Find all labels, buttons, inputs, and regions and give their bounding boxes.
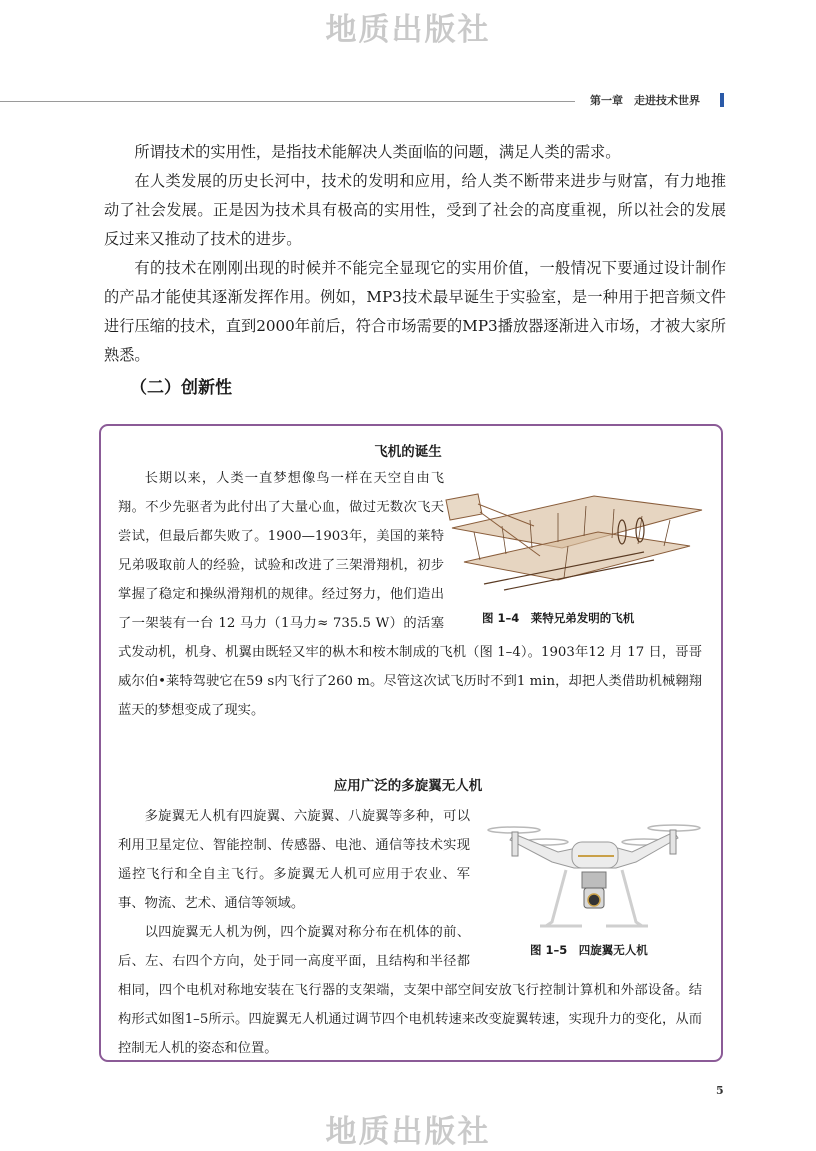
quadcopter-drone-image (486, 812, 702, 938)
chapter-marker (720, 93, 724, 107)
page-number: 5 (716, 1084, 724, 1097)
wright-flyer-image (444, 474, 706, 602)
paragraph: 多旋翼无人机有四旋翼、六旋翼、八旋翼等多种，可以利用卫星定位、智能控制、传感器、电池、通信等技术实现遥控飞行和全自主飞行。多旋翼无人机可应用于农业、军事、物流、艺术、通信等领域。 (118, 809, 470, 911)
drone-caption: 图 1–5 四旋翼无人机 (530, 943, 648, 957)
publisher-watermark: 地质出版社 (325, 12, 491, 48)
paragraph: 长期以来，人类一直梦想像鸟一样在天空自由飞翔。不少先驱者为此付出了大量心血，做过无数次飞天尝试，但最后都失败了。1900—1903年，美国的莱特兄弟吸取前人的经验，试验和改进了三架滑翔机，初步掌握了稳定和操纵滑翔机的规律。经过努力，他们造出了一架装有一台 12 马力（1马力≈ 735.5 W）的活塞式发动机，机身、机翼由既轻又牢的枞木和桉木制成的飞机（图 1–4）。1903年12 月 17 日，哥哥威尔伯•莱特驾驶它在59 s内飞行了260 m。尽管这次试飞历时不到1 min，却把人类借助机械翱翔蓝天的梦想变成了现实。 (118, 471, 702, 718)
chapter-title: 第一章 走进技术世界 (590, 94, 700, 107)
paragraph: 在人类发展的历史长河中，技术的发明和应用，给人类不断带来进步与财富，有力地推动了社会发展。正是因为技术具有极高的实用性，受到了社会的高度重视，所以社会的发展反过来又推动了技术的进步。 (104, 172, 726, 248)
paragraph: 以四旋翼无人机为例，四个旋翼对称分布在机体的前、后、左、右四个方向，处于同一高度平面，且结构和半径都相同，四个电机对称地安装在飞行器的支架端，支架中部空间安放飞行控制计算机和外部设备。结构形式如图1–5所示。四旋翼无人机通过调节四个电机转速来改变旋翼转速，实现升力的变化，从而控制无人机的姿态和位置。 (118, 925, 702, 1056)
section-heading: （二）创新性 (130, 378, 232, 398)
publisher-watermark: 地质出版社 (325, 1114, 491, 1150)
paragraph: 所谓技术的实用性，是指技术能解决人类面临的问题，满足人类的需求。 (134, 143, 621, 161)
intro-text (104, 138, 726, 370)
paragraph: 有的技术在刚刚出现的时候并不能完全显现它的实用价值，一般情况下要通过设计制作的产品才能使其逐渐发挥作用。例如，MP3技术最早诞生于实验室，是一种用于把音频文件进行压缩的技术，直到2000年前后，符合市场需要的MP3播放器逐渐进入市场，才被大家所熟悉。 (104, 259, 726, 364)
airplane-title: 飞机的诞生 (374, 444, 442, 460)
drone-title: 应用广泛的多旋翼无人机 (333, 778, 483, 794)
header-rule (0, 101, 575, 102)
airplane-caption: 图 1–4 莱特兄弟发明的飞机 (482, 611, 635, 625)
